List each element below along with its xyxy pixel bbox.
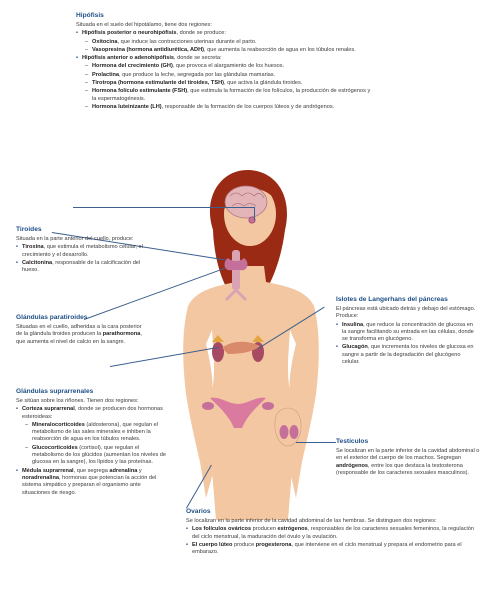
body-silhouette bbox=[183, 266, 319, 520]
hipofisis-anterior: • Hipófisis anterior o adenohipófisis, donde se secreta: – Hormona del crecimiento (GH), que provoca el alargamiento de los huesos. – Prolactina, que produce la leche, segregada por las glándulas mamarias. – Tirotropa (hormona estimulante del tiroides, TSH), que activa la glándula tiroides. – Hormona folículo estimulante (FSH), que estimula la formación de los folículos, la producción de estrógenos y la espermatogénesis. – Hormona luteinizante (LH), responsable de la formación de los cuerpos lúteos y de andrógenos. bbox=[76, 55, 376, 111]
list-item: – Tirotropa (hormona estimulante del tiroides, TSH), que activa la glándula tiroides. bbox=[82, 80, 376, 87]
kidney-left bbox=[212, 342, 224, 362]
tiroides-title: Tiroides bbox=[16, 226, 42, 233]
testis-right bbox=[290, 425, 299, 439]
brain bbox=[225, 186, 267, 218]
list-item: – Hormona folículo estimulante (FSH), que estimula la formación de los folículos, la producción de estrógenos y la espermatogénesis. bbox=[82, 88, 376, 103]
block-langerhans bbox=[336, 296, 476, 367]
hipofisis-posterior: • Hipófisis posterior o neurohipófisis, donde se produce: – Oxitocina, que induce las contracciones uterinas durante el parto. – Vasopresina (hormona antidiurética, ADH), que aumenta la reabsorción de agua en los túbulos renales. bbox=[76, 30, 376, 54]
suprarrenales-title: Glándulas suprarrenales bbox=[16, 388, 94, 395]
suprarrenales-medula: • Médula suprarrenal, que segrega adrenalina y noradrenalina, hormonas que potencian la acción del sistema simpático y preparan el organismo ante situaciones de riesgo. bbox=[16, 468, 170, 497]
leader-hipofisis bbox=[73, 207, 255, 208]
hipofisis-intro: Situada en el suelo del hipotálamo, tiene dos regiones: bbox=[76, 22, 212, 28]
list-item: – Hormona luteinizante (LH), responsable de la formación de los cuerpos lúteos y de andrógenos. bbox=[82, 104, 376, 111]
list-item: – Prolactina, que produce la leche, segregada por las glándulas mamarias. bbox=[82, 72, 376, 79]
list-item: • El cuerpo lúteo produce progesterona, que interviene en el ciclo menstrual y prepara el endometrio para el embarazo. bbox=[186, 542, 476, 557]
paratiroides-title: Glándulas paratiroides bbox=[16, 314, 88, 321]
testiculos-title: Testículos bbox=[336, 438, 369, 445]
hipofisis-title: Hipófisis bbox=[76, 12, 104, 19]
testiculos-text: Se localizan en la parte inferior de la cavidad abdominal o en el exterior del cuerpo de los machos. Segregan andrógenos, entre los que destaca la testosterona (responsable de los caracteres sexuales masculinos). bbox=[336, 448, 480, 476]
block-ovarios bbox=[186, 508, 476, 557]
list-item: – Hormona del crecimiento (GH), que provoca el alargamiento de los huesos. bbox=[82, 63, 376, 70]
langerhans-intro: El páncreas está ubicado detrás y debajo del estómago. Produce: bbox=[336, 306, 476, 320]
block-paratiroides bbox=[16, 314, 144, 346]
list-item: – Glucocorticoides (cortisol), que regulan el metabolismo de los glúcidos (aumentan los niveles de glucosa en la sangre), los lípidos y las proteínas. bbox=[22, 445, 170, 467]
list-item: • Tiroxina, que estimula el metabolismo celular, el crecimiento y el desarrollo. bbox=[16, 244, 146, 259]
list-item: • Los folículos ováricos producen estrógenos, responsables de los caracteres sexuales femeninos, la regulación del ciclo menstrual, la maduración del óvulo y la ovulación. bbox=[186, 526, 476, 541]
list-item: • Insulina, que reduce la concentración de glucosa en la sangre facilitando su entrada en las células, donde se transforma en glucógeno. bbox=[336, 322, 476, 344]
list-item: – Oxitocina, que induce las contracciones uterinas durante el parto. bbox=[82, 39, 376, 46]
ovary-left bbox=[202, 402, 214, 410]
list-item: – Mineralocorticoides (aldosterona), que regulan el metabolismo de las sales minerales e inhiben la reabsorción de agua en los túbulos renales. bbox=[22, 422, 170, 444]
block-tiroides bbox=[16, 226, 146, 275]
ovarios-title: Ovarios bbox=[186, 508, 211, 515]
block-suprarrenales bbox=[16, 388, 170, 498]
langerhans-title: Islotes de Langerhans del páncreas bbox=[336, 296, 448, 303]
list-item: • Glucagón, que incrementa los niveles de glucosa en sangre a partir de la degradación del glucógeno celular. bbox=[336, 344, 476, 366]
ovarios-intro: Se localizan en la parte inferior de la cavidad abdominal de las hembras. Se distinguen dos regiones: bbox=[186, 518, 437, 524]
leader-testiculos bbox=[296, 442, 336, 443]
suprarrenales-corteza: • Corteza suprarrenal, donde se producen dos hormonas esteroideas: – Mineralocorticoides (aldosterona), que regulan el metabolismo de las sales minerales e inhiben la reabsorción de agua en los túbulos renales. – Glucocorticoides (cortisol), que regulan el metabolismo de los glúcidos (aumentan los niveles de glucosa en la sangre), los lípidos y las proteínas. bbox=[16, 406, 170, 466]
block-hipofisis bbox=[76, 12, 376, 112]
suprarrenales-intro: Se sitúan sobre los riñones. Tienen dos regiones: bbox=[16, 398, 139, 404]
tiroides-intro: Situada en la parte anterior del cuello, produce: bbox=[16, 236, 134, 242]
ovary-right bbox=[262, 402, 274, 410]
testis-left bbox=[280, 425, 289, 439]
block-testiculos bbox=[336, 438, 480, 477]
paratiroides-text: Situadas en el cuello, adheridas a la cara posterior de la glándula tiroides producen la parathormona, que aumenta el nivel de calcio en la sangre. bbox=[16, 324, 142, 345]
leader-hipofisis-vertical bbox=[254, 207, 255, 220]
list-item: • Calcitonina, responsable de la calcificación del hueso. bbox=[16, 260, 146, 275]
list-item: – Vasopresina (hormona antidiurética, ADH), que aumenta la reabsorción de agua en los túbulos renales. bbox=[82, 47, 376, 54]
